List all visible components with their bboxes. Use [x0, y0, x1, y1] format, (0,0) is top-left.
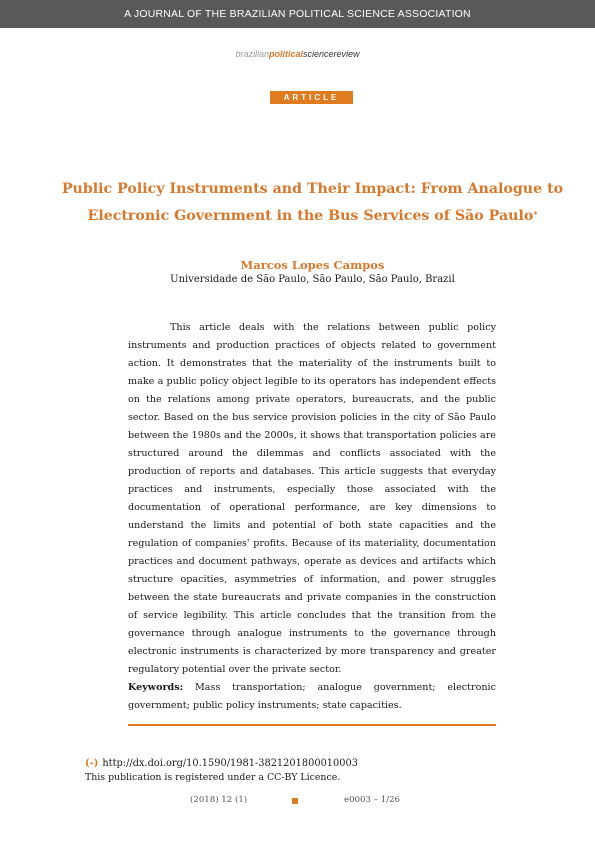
abstract-divider [128, 724, 496, 726]
abstract-text: This article deals with the relations between public policy instruments and production practices of objects related to government action. It demonstrates that the materiality of the instruments built to make a public policy object legible to its operators has independent effects on the relations among private operators, bureaucrats, and the public sector. Based on the bus service provision policies in the city of São Paulo between the 1980s and the 2000s, it shows that transportation policies are structured around the dilemmas and conflicts associated with the production of reports and databases. This article suggests that everyday practices and instruments, especially those associated with the documentation of operational performance, are key dimensions to understand the limits and potential of both state capacities and the regulation of companies' profits. Because of its materiality, documentation practices and document pathways, operate as devices and artifacts which structure opacities, asymmetries of information, and power struggles between the state bureaucrats and private companies in the construction of service legibility. This article concludes that the transition from the governance through analogue instruments to the governance through electronic instruments is characterized by more transparency and greater regulatory potential over the private sector. [128, 322, 496, 675]
logo-part-sciencereview: sciencereview [303, 49, 360, 59]
author-name: Marcos Lopes Campos [240, 258, 385, 272]
license-text: This publication is registered under a CC-BY Licence. [85, 772, 341, 783]
author-affiliation: Universidade de São Paulo, São Paulo, São Paulo, Brazil [170, 274, 455, 285]
logo-part-political: political [268, 49, 303, 59]
abstract [128, 319, 496, 679]
license-icon: (-) [85, 758, 99, 769]
keywords [128, 679, 496, 715]
doi-line [85, 758, 358, 769]
journal-banner [0, 0, 595, 28]
volume-info: (2018) 12 (1) [190, 795, 248, 805]
article-title-text: Public Policy Instruments and Their Impact: From Analogue to Electronic Government in the Bus Services of São Paulo [61, 181, 564, 224]
journal-banner-text: A JOURNAL OF THE BRAZILIAN POLITICAL SCIENCE ASSOCIATION [124, 8, 471, 20]
section-badge: ARTICLE [270, 91, 353, 104]
keywords-text: Mass transportation; analogue government; electronic government; public policy instruments; state capacities. [128, 682, 496, 711]
keywords-label: Keywords: [128, 682, 184, 693]
journal-logo [0, 49, 595, 59]
page-number: e0003 – 1/26 [344, 795, 401, 805]
logo-part-brazilian: brazilian [235, 49, 269, 59]
article-title [60, 176, 565, 230]
title-footnote-marker: * [533, 209, 538, 219]
footer-separator-dot [292, 798, 298, 804]
doi-link[interactable]: http://dx.doi.org/10.1590/1981-3821201800010003 [102, 758, 358, 769]
